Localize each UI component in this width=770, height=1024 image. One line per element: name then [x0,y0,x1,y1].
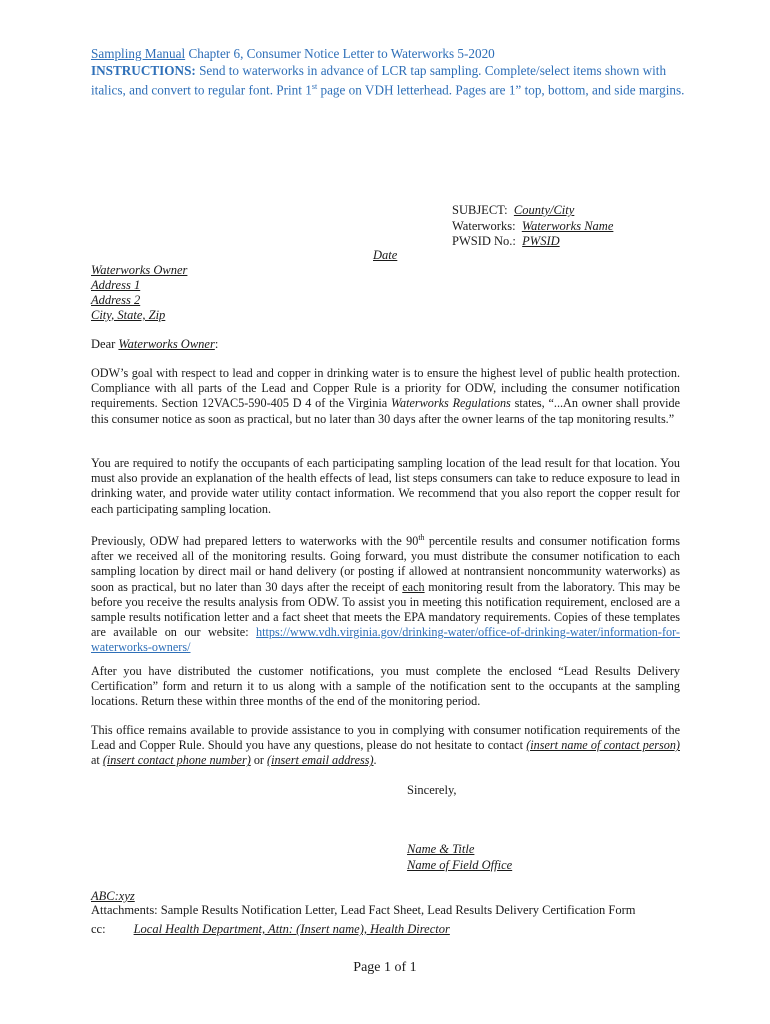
pwsid-label: PWSID No.: [452,234,516,249]
address-line-1: Address 1 [91,278,141,292]
p5-text-a: This office remains available to provide assistance to you in complying with consumer notification requirements of the Lead and Copper Rule. Should you have any questions, please do not hesitate to contact [91,723,680,753]
initials: ABC:xyz [91,889,135,903]
instructions-text-b: page on VDH letterhead. Pages are 1” top, bottom, and side margins. [317,82,685,98]
waterworks-value: Waterworks Name [521,218,614,233]
p5-email: (insert email address) [267,753,374,768]
signature-field-office: Name of Field Office [407,857,513,872]
cc-label: cc: [91,922,106,936]
attachments: Attachments: Sample Results Notification Letter, Lead Fact Sheet, Lead Results Delivery Certification Form [91,903,636,917]
salutation [91,337,218,352]
cc-value: Local Health Department, Attn: (Insert name), Health Director [133,922,450,936]
subject-value: County/City [513,203,575,217]
instructions-sup: st [311,82,318,92]
p5-phone: (insert contact phone number) [102,753,251,768]
p3-text-b: percentile results and consumer notification forms after we received all of the monitoring results. Going forward, you must distribute the consumer notification to each sampling location by direct mail or hand delivery (or posting if allowed at nontransient noncommunity waterworks) as soon as practical, but no later than 30 days after the receipt of [91,534,680,594]
p3-text-a: Previously, ODW had prepared letters to waterworks with the 90 [91,534,419,549]
signature-name-title: Name & Title [407,842,475,856]
p5-at: at [91,753,103,768]
salutation-prefix: Dear [91,337,119,351]
paragraph-assistance [91,723,680,769]
p5-or: or [250,753,268,768]
paragraph-certification: After you have distributed the customer notifications, you must complete the enclosed “Lead Results Delivery Certification” form and return it to us along with a sample of the notification sent to the occupants at the sampling locations. Return these within three months of the end of the monitoring period. [91,664,680,709]
address-line-2: Address 2 [91,293,141,307]
instructions-text-a: Send to waterworks in advance of LCR tap sampling. Complete/select items shown with italics, and convert to regular font. Print 1 [91,62,667,98]
sampling-manual-link[interactable]: Sampling Manual [91,46,186,61]
paragraph-goal [91,366,680,427]
letter-date: Date [373,248,398,262]
vdh-website-link[interactable]: https://www.vdh.virginia.gov/drinking-water/office-of-drinking-water/information-for-waterworks-owners/ [91,625,680,655]
instructions-label: INSTRUCTIONS: [91,62,196,78]
p1-text-a: ODW’s goal with respect to lead and copper in drinking water is to ensure the highest level of public health protection. Compliance with all parts of the Lead and Copper Rule is a priority for ODW, including the consumer notification requirements. Section 12VAC5-590-405 D 4 of the Virginia [91,366,680,411]
subject-label: SUBJECT: [452,203,508,217]
instructions-block [91,46,691,99]
p3-text-c: monitoring result from the laboratory. This may be before you receive the results analysis from ODW. To assist you in meeting this notification requirement, enclosed are a sample results notification letter and a fact sheet that meets the EPA mandatory requirements. Copies of these templates are available on our website: [91,579,681,640]
cc-line [91,922,450,937]
instructions-heading: Chapter 6, Consumer Notice Letter to Waterworks 5-2020 [185,46,495,61]
p5-contact-name: (insert name of contact person) [526,738,680,753]
p1-italic: Waterworks Regulations [391,396,511,411]
p1-text-b: states, “...An owner shall provide this consumer notice as soon as practical, but no later than 30 days after the owner learns of the tap monitoring results.” [91,396,680,426]
address-owner: Waterworks Owner [91,263,188,277]
p3-sup: th [418,533,425,542]
p3-each: each [402,579,425,594]
address-city: City, State, Zip [91,308,166,322]
subject-block [452,203,613,250]
p5-end: . [373,753,377,768]
waterworks-label: Waterworks: [452,218,516,233]
salutation-suffix: : [214,337,219,351]
closing: Sincerely, [407,783,457,797]
paragraph-requirements: You are required to notify the occupants of each participating sampling location of the lead result for that location. You must also provide an explanation of the health effects of lead, list steps consumers can take to reduce exposure to lead in drinking water, and provide water utility contact information. We recommend that you also report the copper result for each participating sampling location. [91,456,680,516]
pwsid-value: PWSID [522,234,560,249]
page-footer: Page 1 of 1 [353,960,417,975]
signature-block [407,842,512,873]
salutation-name: Waterworks Owner [118,337,215,351]
address-block [91,263,187,323]
paragraph-previously [91,530,680,656]
